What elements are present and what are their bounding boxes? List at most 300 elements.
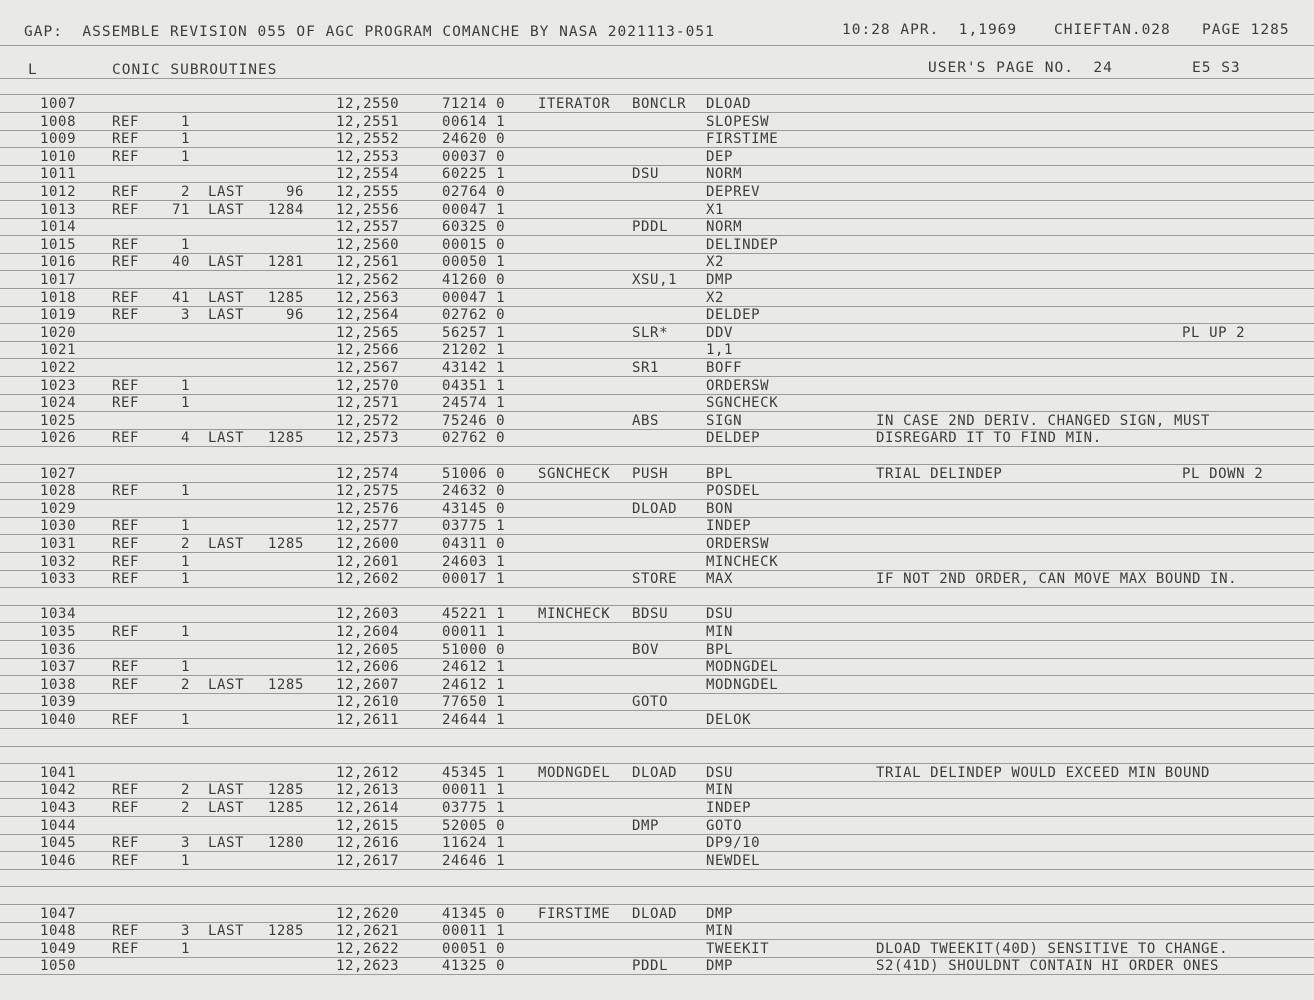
last-page: 1284 — [267, 201, 304, 218]
line-number: 1019 — [40, 307, 77, 324]
ref-marker: REF — [112, 940, 140, 957]
ref-count: 1 — [180, 236, 190, 253]
line-number: 1037 — [40, 659, 77, 676]
address: 12,2566 — [336, 342, 400, 359]
header-job: CHIEFTAN.028 — [1054, 22, 1171, 38]
line-number: 1009 — [40, 131, 77, 148]
rule — [0, 622, 1314, 623]
octal-word: 52005 0 — [442, 817, 506, 834]
ref-marker: REF — [112, 483, 140, 500]
address: 12,2607 — [336, 676, 400, 693]
last-marker: LAST — [208, 307, 245, 324]
rule — [0, 182, 1314, 183]
octal-word: 00051 0 — [442, 940, 506, 957]
last-marker: LAST — [208, 800, 245, 816]
last-page: 1285 — [267, 923, 304, 940]
operand: DMP — [706, 958, 734, 975]
opcode: DSU — [632, 166, 660, 183]
rule — [0, 200, 1314, 201]
operand: DMP — [706, 272, 734, 288]
octal-word: 04311 0 — [442, 536, 506, 552]
address: 12,2577 — [336, 518, 400, 535]
octal-word: 00047 1 — [442, 289, 506, 306]
rule — [0, 112, 1314, 113]
rule — [0, 798, 1314, 799]
operand: DDV — [706, 324, 734, 341]
octal-word: 77650 1 — [442, 694, 506, 711]
ref-marker: REF — [112, 184, 140, 200]
octal-word: 43145 0 — [442, 500, 506, 517]
comment: DISREGARD IT TO FIND MIN. — [876, 430, 1102, 447]
rule — [0, 446, 1314, 447]
ref-marker: REF — [112, 659, 140, 676]
operand: 1,1 — [706, 342, 734, 359]
operand: X1 — [706, 201, 725, 218]
ref-marker: REF — [112, 518, 140, 535]
ref-count: 3 — [180, 835, 190, 852]
address: 12,2622 — [336, 940, 400, 957]
rule — [0, 517, 1314, 518]
ref-count: 2 — [180, 184, 190, 200]
assembly-header: GAP: ASSEMBLE REVISION 055 OF AGC PROGRAM COMANCHE BY NASA 2021113-051 — [24, 24, 715, 40]
octal-word: 51006 0 — [442, 465, 506, 482]
line-number: 1014 — [40, 219, 77, 236]
rule — [0, 710, 1314, 711]
last-page: 96 — [285, 184, 304, 200]
octal-word: 56257 1 — [442, 324, 506, 341]
rule — [0, 834, 1314, 835]
line-number: 1050 — [40, 958, 77, 975]
octal-word: 24620 0 — [442, 131, 506, 148]
opcode: PDDL — [632, 219, 669, 236]
ref-marker: REF — [112, 430, 140, 447]
operand: MIN — [706, 782, 734, 799]
operand: NEWDEL — [706, 852, 761, 869]
address: 12,2564 — [336, 307, 400, 324]
address: 12,2601 — [336, 553, 400, 570]
address: 12,2620 — [336, 905, 400, 922]
line-number: 1029 — [40, 500, 77, 517]
ref-marker: REF — [112, 782, 140, 799]
rule — [0, 869, 1314, 870]
ref-marker: REF — [112, 148, 140, 165]
comment: IF NOT 2ND ORDER, CAN MOVE MAX BOUND IN. — [876, 571, 1238, 588]
operand: DP9/10 — [706, 835, 761, 852]
last-marker: LAST — [208, 782, 245, 799]
operand: DSU — [706, 764, 734, 781]
ref-marker: REF — [112, 676, 140, 693]
line-number: 1028 — [40, 483, 77, 500]
ref-marker: REF — [112, 536, 140, 552]
last-marker: LAST — [208, 289, 245, 306]
line-number: 1022 — [40, 360, 77, 376]
address: 12,2572 — [336, 412, 400, 429]
octal-word: 03775 1 — [442, 518, 506, 535]
operand: INDEP — [706, 518, 752, 535]
comment: DLOAD TWEEKIT(40D) SENSITIVE TO CHANGE. — [876, 940, 1229, 957]
line-number: 1018 — [40, 289, 77, 306]
ref-count: 1 — [180, 571, 190, 588]
rule — [0, 922, 1314, 923]
octal-word: 45345 1 — [442, 764, 506, 781]
operand: GOTO — [706, 817, 743, 834]
octal-word: 21202 1 — [442, 342, 506, 359]
operand: MAX — [706, 571, 734, 588]
octal-word: 75246 0 — [442, 412, 506, 429]
rule — [0, 358, 1314, 359]
header-page-number: PAGE 1285 — [1202, 22, 1290, 38]
operand: BPL — [706, 465, 734, 482]
line-number: 1011 — [40, 166, 77, 183]
pushlist-note: PL UP 2 — [1182, 324, 1246, 341]
last-marker: LAST — [208, 835, 245, 852]
rule — [0, 306, 1314, 307]
line-number: 1017 — [40, 272, 77, 288]
operand: SLOPESW — [706, 113, 770, 130]
ref-marker: REF — [112, 852, 140, 869]
last-marker: LAST — [208, 184, 245, 200]
last-page: 1285 — [267, 536, 304, 552]
opcode: DLOAD — [632, 500, 678, 517]
octal-word: 24612 1 — [442, 676, 506, 693]
operand: DEPREV — [706, 184, 761, 200]
operand: BOFF — [706, 360, 743, 376]
rule — [0, 429, 1314, 430]
operand: DSU — [706, 606, 734, 623]
operand: DELDEP — [706, 307, 761, 324]
octal-word: 00047 1 — [442, 201, 506, 218]
last-page: 1281 — [267, 254, 304, 271]
address: 12,2554 — [336, 166, 400, 183]
ref-count: 1 — [180, 852, 190, 869]
label: MODNGDEL — [538, 764, 611, 781]
rule — [0, 130, 1314, 131]
address: 12,2613 — [336, 782, 400, 799]
last-marker: LAST — [208, 430, 245, 447]
operand: ORDERSW — [706, 536, 770, 552]
ref-count: 1 — [180, 113, 190, 130]
address: 12,2570 — [336, 377, 400, 394]
line-number: 1030 — [40, 518, 77, 535]
opcode: PDDL — [632, 958, 669, 975]
ref-count: 2 — [180, 536, 190, 552]
address: 12,2600 — [336, 536, 400, 552]
opcode: DLOAD — [632, 905, 678, 922]
rule — [0, 376, 1314, 377]
octal-word: 00037 0 — [442, 148, 506, 165]
rule — [0, 658, 1314, 659]
pushlist-note: PL DOWN 2 — [1182, 465, 1264, 482]
last-marker: LAST — [208, 676, 245, 693]
address: 12,2561 — [336, 254, 400, 271]
rule — [0, 288, 1314, 289]
ref-marker: REF — [112, 553, 140, 570]
last-page: 96 — [285, 307, 304, 324]
ref-count: 1 — [180, 148, 190, 165]
label: FIRSTIME — [538, 905, 611, 922]
ref-count: 1 — [180, 131, 190, 148]
operand: X2 — [706, 289, 725, 306]
line-number: 1038 — [40, 676, 77, 693]
address: 12,2551 — [336, 113, 400, 130]
users-page-number: USER'S PAGE NO. 24 — [928, 60, 1113, 76]
operand: MODNGDEL — [706, 659, 779, 676]
octal-word: 04351 1 — [442, 377, 506, 394]
line-number: 1035 — [40, 624, 77, 640]
octal-word: 00011 1 — [442, 923, 506, 940]
operand: FIRSTIME — [706, 131, 779, 148]
operand: INDEP — [706, 800, 752, 816]
ref-count: 4 — [180, 430, 190, 447]
line-number: 1020 — [40, 324, 77, 341]
operand: SGNCHECK — [706, 395, 779, 412]
address: 12,2611 — [336, 712, 400, 728]
address: 12,2571 — [336, 395, 400, 412]
address: 12,2562 — [336, 272, 400, 288]
address: 12,2555 — [336, 184, 400, 200]
address: 12,2576 — [336, 500, 400, 517]
comment: TRIAL DELINDEP WOULD EXCEED MIN BOUND — [876, 764, 1211, 781]
address: 12,2605 — [336, 641, 400, 658]
operand: POSDEL — [706, 483, 761, 500]
rule — [0, 341, 1314, 342]
address: 12,2553 — [336, 148, 400, 165]
line-number: 1041 — [40, 764, 77, 781]
rule — [0, 552, 1314, 553]
rule — [0, 974, 1314, 975]
line-number: 1025 — [40, 412, 77, 429]
line-number: 1044 — [40, 817, 77, 834]
ref-marker: REF — [112, 712, 140, 728]
operand: NORM — [706, 219, 743, 236]
rule — [0, 587, 1314, 588]
octal-word: 24603 1 — [442, 553, 506, 570]
octal-word: 41325 0 — [442, 958, 506, 975]
octal-word: 24646 1 — [442, 852, 506, 869]
line-number: 1047 — [40, 905, 77, 922]
opcode: BONCLR — [632, 96, 687, 112]
ref-count: 1 — [180, 659, 190, 676]
line-number: 1048 — [40, 923, 77, 940]
line-number: 1012 — [40, 184, 77, 200]
opcode: SLR* — [632, 324, 669, 341]
rule — [0, 781, 1314, 782]
line-number: 1043 — [40, 800, 77, 816]
comment: S2(41D) SHOULDNT CONTAIN HI ORDER ONES — [876, 958, 1220, 975]
label: ITERATOR — [538, 96, 611, 112]
ref-count: 41 — [171, 289, 190, 306]
last-page: 1280 — [267, 835, 304, 852]
address: 12,2573 — [336, 430, 400, 447]
ref-marker: REF — [112, 571, 140, 588]
operand: DELDEP — [706, 430, 761, 447]
ref-marker: REF — [112, 113, 140, 130]
ref-count: 1 — [180, 712, 190, 728]
label: MINCHECK — [538, 606, 611, 623]
line-number: 1045 — [40, 835, 77, 852]
ref-count: 1 — [180, 395, 190, 412]
operand: SIGN — [706, 412, 743, 429]
address: 12,2574 — [336, 465, 400, 482]
rule — [0, 728, 1314, 729]
address: 12,2575 — [336, 483, 400, 500]
address: 12,2623 — [336, 958, 400, 975]
line-number: 1016 — [40, 254, 77, 271]
ref-count: 40 — [171, 254, 190, 271]
octal-word: 43142 1 — [442, 360, 506, 376]
rule — [0, 394, 1314, 395]
comment: IN CASE 2ND DERIV. CHANGED SIGN, MUST — [876, 412, 1211, 429]
opcode: BOV — [632, 641, 660, 658]
octal-word: 00050 1 — [442, 254, 506, 271]
operand: DELOK — [706, 712, 752, 728]
opcode: DMP — [632, 817, 660, 834]
ref-marker: REF — [112, 201, 140, 218]
opcode: DLOAD — [632, 764, 678, 781]
ref-count: 3 — [180, 923, 190, 940]
line-number: 1021 — [40, 342, 77, 359]
octal-word: 45221 1 — [442, 606, 506, 623]
line-number: 1024 — [40, 395, 77, 412]
operand: MODNGDEL — [706, 676, 779, 693]
line-number: 1008 — [40, 113, 77, 130]
operand: MIN — [706, 624, 734, 640]
ref-marker: REF — [112, 835, 140, 852]
address: 12,2557 — [336, 219, 400, 236]
octal-word: 51000 0 — [442, 641, 506, 658]
ref-count: 1 — [180, 483, 190, 500]
octal-word: 24644 1 — [442, 712, 506, 728]
opcode: PUSH — [632, 465, 669, 482]
line-number: 1042 — [40, 782, 77, 799]
ref-marker: REF — [112, 624, 140, 640]
opcode: SR1 — [632, 360, 660, 376]
address: 12,2602 — [336, 571, 400, 588]
comment: TRIAL DELINDEP — [876, 465, 1003, 482]
last-page: 1285 — [267, 800, 304, 816]
section-title: CONIC SUBROUTINES — [112, 62, 278, 78]
ref-marker: REF — [112, 923, 140, 940]
operand: DMP — [706, 905, 734, 922]
address: 12,2563 — [336, 289, 400, 306]
ref-marker: REF — [112, 395, 140, 412]
line-number: 1010 — [40, 148, 77, 165]
line-number: 1007 — [40, 96, 77, 112]
last-marker: LAST — [208, 923, 245, 940]
octal-word: 00011 1 — [442, 782, 506, 799]
header-timestamp: 10:28 APR. 1,1969 — [842, 22, 1018, 38]
opcode: BDSU — [632, 606, 669, 623]
octal-word: 24574 1 — [442, 395, 506, 412]
address: 12,2556 — [336, 201, 400, 218]
last-marker: LAST — [208, 254, 245, 271]
rule — [0, 482, 1314, 483]
sheet-id: E5 S3 — [1192, 60, 1241, 76]
address: 12,2617 — [336, 852, 400, 869]
ref-count: 1 — [180, 940, 190, 957]
ref-count: 3 — [180, 307, 190, 324]
line-number: 1046 — [40, 852, 77, 869]
address: 12,2616 — [336, 835, 400, 852]
ref-marker: REF — [112, 377, 140, 394]
ref-count: 1 — [180, 553, 190, 570]
rule — [0, 675, 1314, 676]
ref-count: 2 — [180, 800, 190, 816]
line-number: 1015 — [40, 236, 77, 253]
ref-marker: REF — [112, 800, 140, 816]
octal-word: 02762 0 — [442, 307, 506, 324]
ref-marker: REF — [112, 236, 140, 253]
address: 12,2612 — [336, 764, 400, 781]
rule — [0, 534, 1314, 535]
line-number: 1032 — [40, 553, 77, 570]
address: 12,2604 — [336, 624, 400, 640]
line-number: 1039 — [40, 694, 77, 711]
line-number: 1013 — [40, 201, 77, 218]
line-number: 1049 — [40, 940, 77, 957]
line-number: 1040 — [40, 712, 77, 728]
opcode: XSU,1 — [632, 272, 678, 288]
last-marker: LAST — [208, 536, 245, 552]
label: SGNCHECK — [538, 465, 611, 482]
ref-count: 71 — [171, 201, 190, 218]
octal-word: 02762 0 — [442, 430, 506, 447]
octal-word: 24632 0 — [442, 483, 506, 500]
address: 12,2610 — [336, 694, 400, 711]
opcode: STORE — [632, 571, 678, 588]
opcode: GOTO — [632, 694, 669, 711]
octal-word: 03775 1 — [442, 800, 506, 816]
line-number: 1033 — [40, 571, 77, 588]
last-page: 1285 — [267, 430, 304, 447]
address: 12,2603 — [336, 606, 400, 623]
rule — [0, 851, 1314, 852]
ref-marker: REF — [112, 254, 140, 271]
octal-word: 60325 0 — [442, 219, 506, 236]
last-page: 1285 — [267, 782, 304, 799]
rule — [0, 270, 1314, 271]
ref-marker: REF — [112, 307, 140, 324]
ref-marker: REF — [112, 289, 140, 306]
last-page: 1285 — [267, 676, 304, 693]
address: 12,2621 — [336, 923, 400, 940]
rule — [0, 235, 1314, 236]
operand: TWEEKIT — [706, 940, 770, 957]
subheader-marker: L — [28, 62, 38, 78]
operand: DLOAD — [706, 96, 752, 112]
operand: BON — [706, 500, 734, 517]
ref-count: 2 — [180, 676, 190, 693]
operand: MIN — [706, 923, 734, 940]
address: 12,2565 — [336, 324, 400, 341]
octal-word: 41260 0 — [442, 272, 506, 288]
line-number: 1026 — [40, 430, 77, 447]
operand: X2 — [706, 254, 725, 271]
octal-word: 41345 0 — [442, 905, 506, 922]
line-number: 1034 — [40, 606, 77, 623]
ref-count: 1 — [180, 624, 190, 640]
last-page: 1285 — [267, 289, 304, 306]
rule — [0, 147, 1314, 148]
operand: MINCHECK — [706, 553, 779, 570]
octal-word: 24612 1 — [442, 659, 506, 676]
line-number: 1023 — [40, 377, 77, 394]
line-number: 1031 — [40, 536, 77, 552]
address: 12,2560 — [336, 236, 400, 253]
operand: NORM — [706, 166, 743, 183]
ref-count: 1 — [180, 518, 190, 535]
operand: DEP — [706, 148, 734, 165]
